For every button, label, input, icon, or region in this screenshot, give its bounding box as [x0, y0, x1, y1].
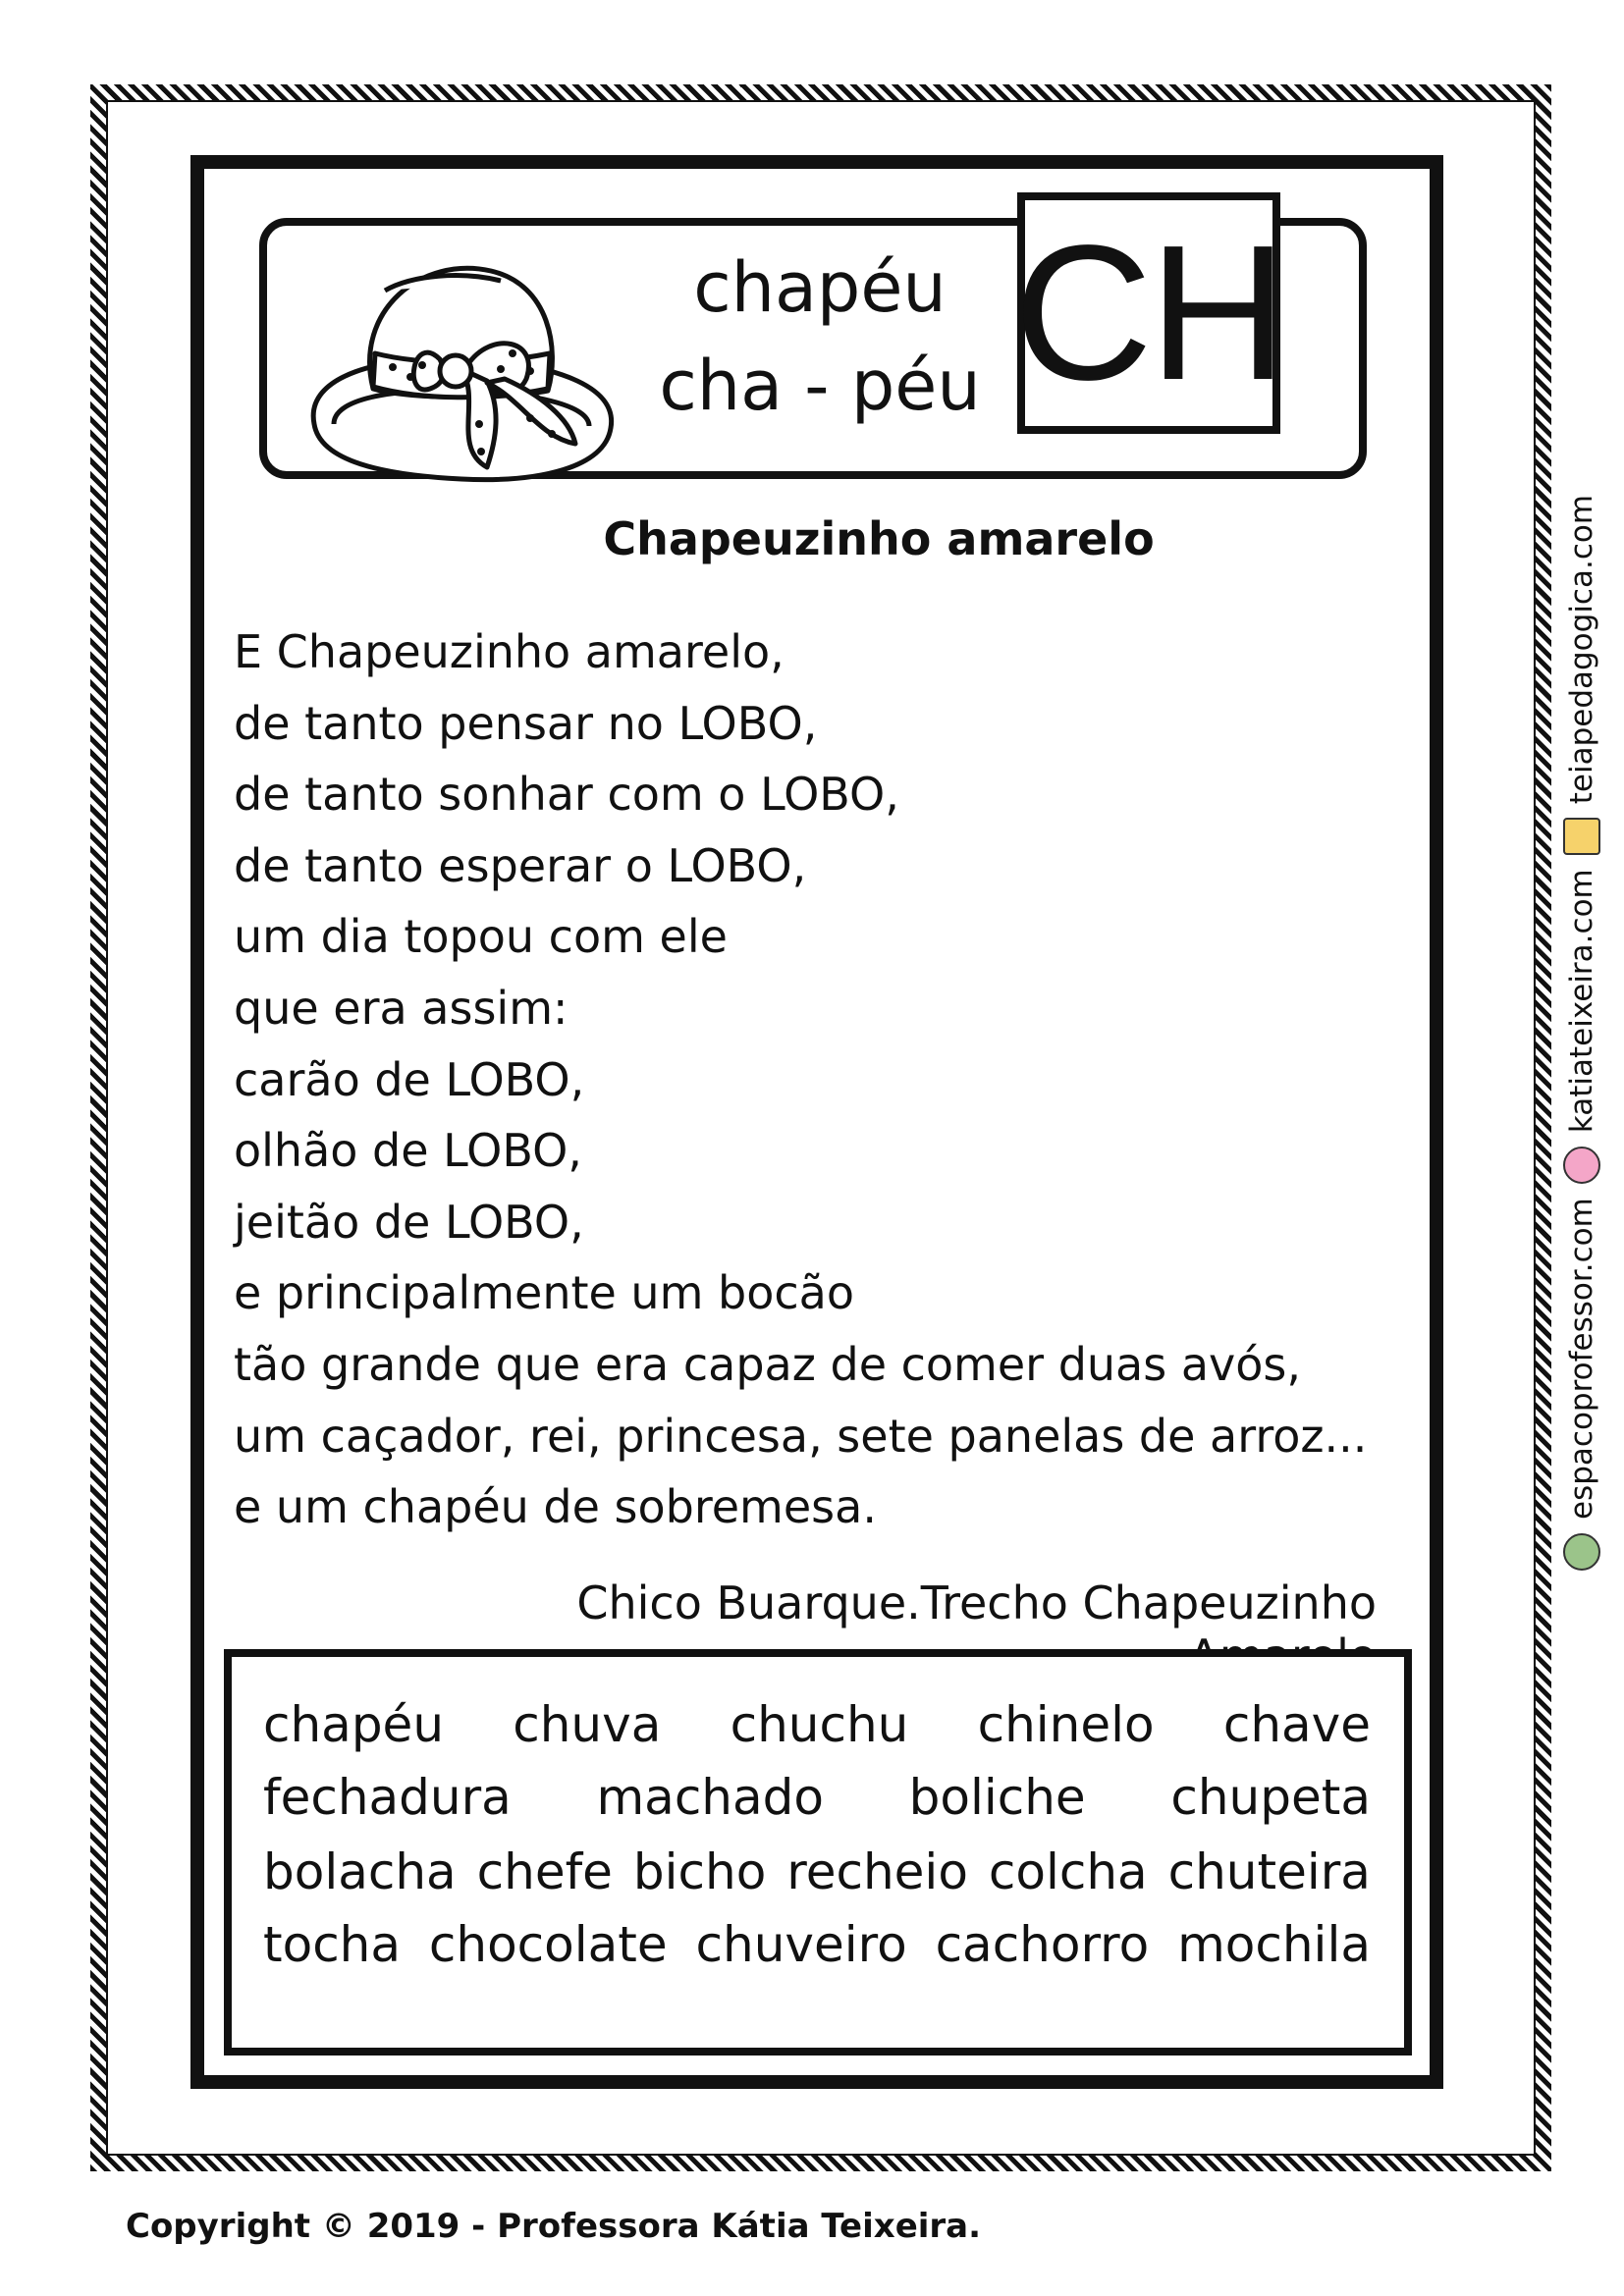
word-item: cachorro [935, 1916, 1150, 1973]
word-item: chuva [513, 1696, 662, 1753]
word-item: chupeta [1170, 1769, 1371, 1826]
poem-title: Chapeuzinho amarelo [603, 512, 1155, 565]
word-list-box [224, 1649, 1412, 2056]
poem-line: jeitão de LOBO, [234, 1195, 584, 1249]
word-item: machado [596, 1769, 824, 1826]
keyword: chapéu [693, 247, 947, 328]
side-site-1: espacoprofessor.com [1564, 1198, 1599, 1520]
poem-line: e principalmente um bocão [234, 1266, 854, 1320]
word-item: boliche [908, 1769, 1086, 1826]
word-list-row [263, 1763, 1371, 1832]
katiateixeira-logo-icon [1563, 1147, 1600, 1184]
poem-line: um dia topou com ele [234, 910, 728, 964]
word-item: bolacha [263, 1843, 457, 1900]
poem-line: que era assim: [234, 981, 568, 1035]
word-item: chinelo [977, 1696, 1155, 1753]
poem-credit: Chico Buarque.Trecho Chapeuzinho [576, 1576, 1377, 1629]
side-site-3: teiapedagogica.com [1564, 494, 1599, 805]
word-item: chocolate [428, 1916, 668, 1973]
word-item: chuchu [730, 1696, 909, 1753]
hat-illustration [295, 251, 638, 495]
word-item: bicho [632, 1843, 767, 1900]
copyright-footer: Copyright © 2019 - Professora Kátia Teixeira. [126, 2207, 982, 2246]
word-list-row [263, 1690, 1371, 1759]
poem-line: e um chapéu de sobremesa. [234, 1480, 877, 1534]
poem-line: de tanto pensar no LOBO, [234, 696, 818, 750]
poem-line: de tanto sonhar com o LOBO, [234, 768, 899, 822]
word-item: mochila [1177, 1916, 1371, 1973]
word-item: fechadura [263, 1769, 512, 1826]
word-item: chefe [476, 1843, 613, 1900]
word-list-row [263, 1838, 1371, 1906]
poem-text [234, 616, 1392, 1543]
word-list-row [263, 1910, 1371, 1979]
keyword-syllables: cha - péu [659, 346, 981, 426]
side-site-2: katiateixeira.com [1564, 869, 1599, 1134]
word-item: chapéu [263, 1696, 445, 1753]
espacoprofessor-logo-icon [1563, 1533, 1600, 1571]
poem-line: carão de LOBO, [234, 1052, 585, 1106]
poem-line: olhão de LOBO, [234, 1124, 582, 1178]
teiapedagogica-logo-icon [1563, 818, 1600, 855]
poem-line: um caçador, rei, princesa, sete panelas de arroz... [234, 1409, 1368, 1463]
poem-line: E Chapeuzinho amarelo, [234, 625, 785, 678]
poem-line: de tanto esperar o LOBO, [234, 838, 807, 892]
digraph-box [1013, 192, 1284, 434]
side-watermark-sites [1563, 137, 1600, 1571]
word-item: colcha [988, 1843, 1148, 1900]
word-item: chuteira [1167, 1843, 1371, 1900]
word-item: tocha [263, 1916, 402, 1973]
digraph-letters: CH [1013, 205, 1284, 420]
poem-line: tão grande que era capaz de comer duas avós, [234, 1337, 1301, 1391]
word-item: chuveiro [695, 1916, 907, 1973]
word-item: chave [1222, 1696, 1371, 1753]
word-item: recheio [786, 1843, 968, 1900]
